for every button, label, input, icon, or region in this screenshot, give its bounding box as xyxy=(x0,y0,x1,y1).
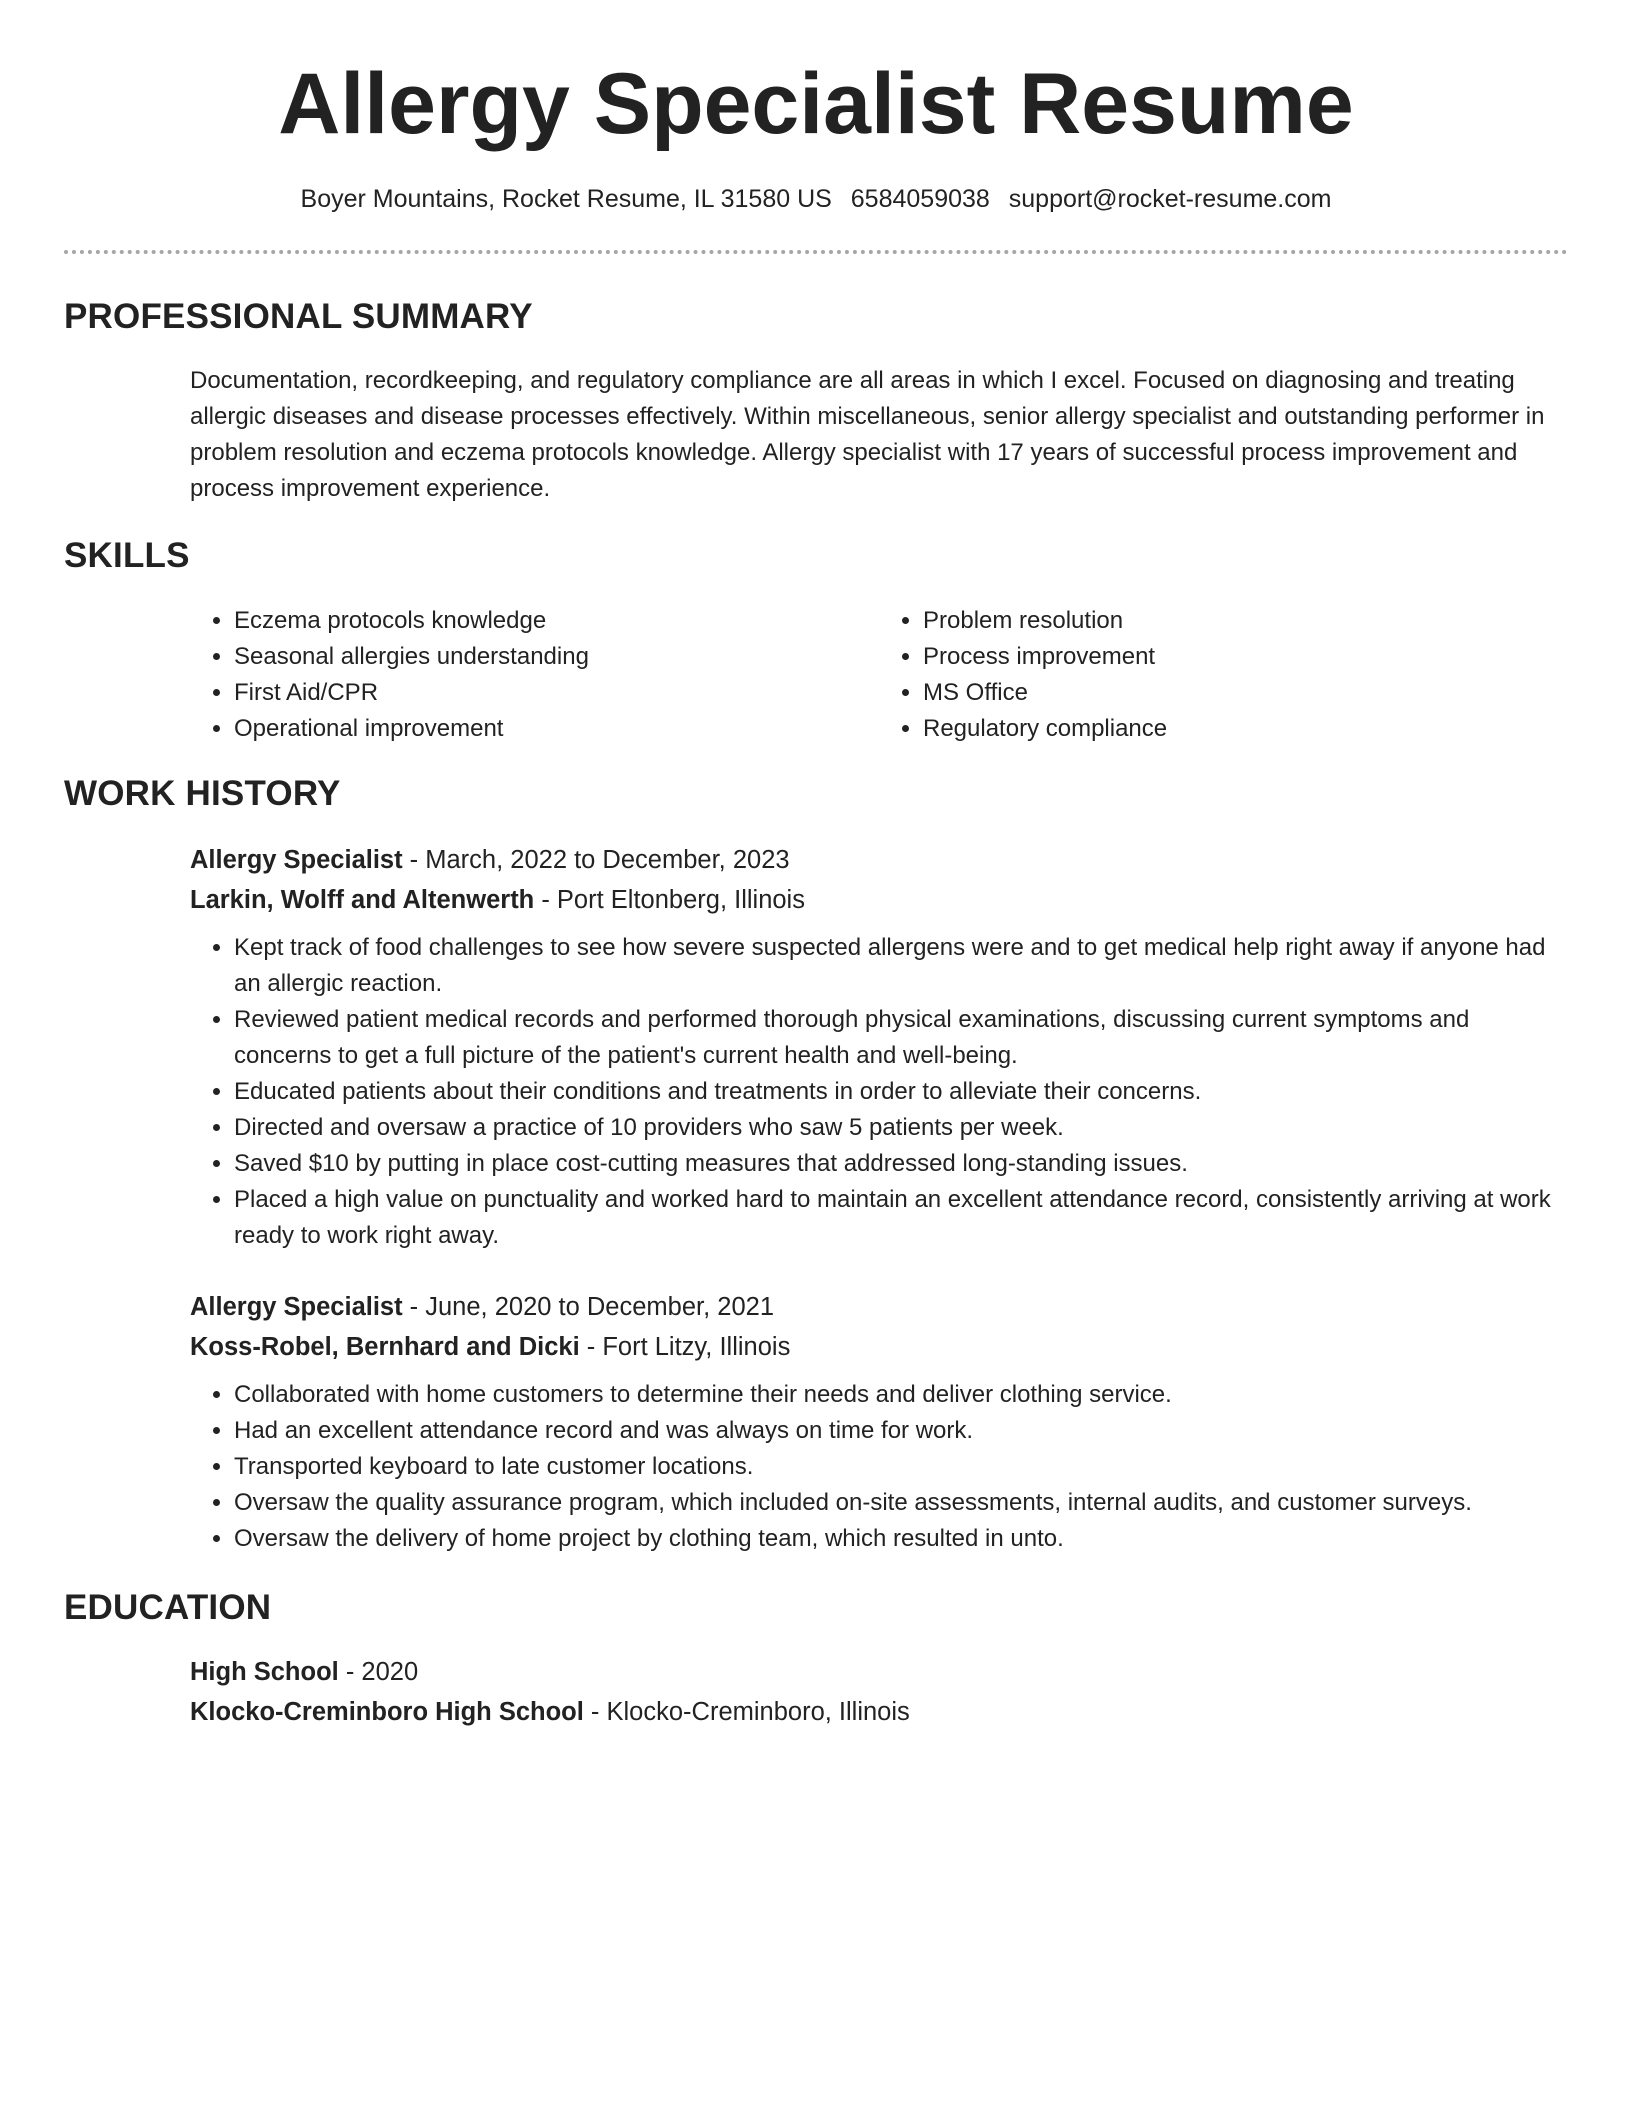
job-title-line xyxy=(190,1287,1568,1327)
school-location: - Klocko-Creminboro, Illinois xyxy=(583,1698,910,1726)
job-company: Koss-Robel, Bernhard and Dicki xyxy=(190,1333,580,1361)
summary-text: Documentation, recordkeeping, and regulatory compliance are all areas in which I excel. Focused on diagnosing and treating allergic diseases and disease processes effectively. Within miscellaneous, senior allergy specialist and outstanding performer in problem resolution and eczema protocols knowledge. Allergy specialist with 17 years of successful process improvement and process improvement experience. xyxy=(190,367,1545,502)
skill-item: • Problem resolution xyxy=(923,603,1568,639)
skill-item: • Regulatory compliance xyxy=(923,711,1568,747)
job-company-line xyxy=(190,880,1568,920)
header-divider xyxy=(64,250,1568,254)
phone: 6584059038 xyxy=(850,185,990,213)
work-heading: WORK HISTORY xyxy=(64,774,341,813)
job-dates: - June, 2020 to December, 2021 xyxy=(402,1293,774,1321)
address: Boyer Mountains, Rocket Resume, IL 31580 US xyxy=(300,185,832,213)
job-location: - Fort Litzy, Illinois xyxy=(579,1333,791,1361)
job-title-line xyxy=(190,840,1568,880)
skill-item: • MS Office xyxy=(923,675,1568,711)
resume-title: Allergy Specialist Resume xyxy=(278,56,1354,152)
skill-item: • Eczema protocols knowledge xyxy=(234,603,879,639)
job-bullets xyxy=(190,1377,1568,1557)
job-bullet: • Oversaw the delivery of home project by clothing team, which resulted in unto. xyxy=(234,1521,1568,1557)
job-position: Allergy Specialist xyxy=(190,1293,403,1321)
skills-heading: SKILLS xyxy=(64,536,190,575)
summary-section xyxy=(190,363,1568,507)
job-bullets xyxy=(190,930,1568,1254)
job-bullet: • Directed and oversaw a practice of 10 providers who saw 5 patients per week. xyxy=(234,1110,1568,1146)
job-entry xyxy=(190,840,1568,1254)
job-bullet: • Educated patients about their conditions and treatments in order to alleviate their concerns. xyxy=(234,1074,1568,1110)
job-bullet: • Saved $10 by putting in place cost-cutting measures that addressed long-standing issues. xyxy=(234,1146,1568,1182)
school-line xyxy=(190,1692,1568,1732)
job-position: Allergy Specialist xyxy=(190,846,403,874)
job-bullet: • Placed a high value on punctuality and worked hard to maintain an excellent attendance record, consistently arriving at work ready to work right away. xyxy=(234,1182,1568,1254)
skills-section xyxy=(190,603,1568,747)
skill-item: • Operational improvement xyxy=(234,711,879,747)
degree: High School xyxy=(190,1658,339,1686)
skills-list-left xyxy=(190,603,879,747)
school-name: Klocko-Creminboro High School xyxy=(190,1698,584,1726)
summary-heading: PROFESSIONAL SUMMARY xyxy=(64,297,533,336)
skills-list-right xyxy=(879,603,1568,747)
job-bullet: • Kept track of food challenges to see how severe suspected allergens were and to get medical help right away if anyone had an allergic reaction. xyxy=(234,930,1568,1002)
job-bullet: • Oversaw the quality assurance program, which included on-site assessments, internal audits, and customer surveys. xyxy=(234,1485,1568,1521)
education-heading: EDUCATION xyxy=(64,1588,272,1627)
job-bullet: • Transported keyboard to late customer locations. xyxy=(234,1449,1568,1485)
job-company: Larkin, Wolff and Altenwerth xyxy=(190,886,535,914)
graduation-year: - 2020 xyxy=(338,1658,419,1686)
job-company-line xyxy=(190,1327,1568,1367)
job-location: - Port Eltonberg, Illinois xyxy=(534,886,805,914)
job-dates: - March, 2022 to December, 2023 xyxy=(402,846,790,874)
email: support@rocket-resume.com xyxy=(1008,185,1332,213)
job-bullet: • Reviewed patient medical records and performed thorough physical examinations, discussing current symptoms and concerns to get a full picture of the patient's current health and well-being. xyxy=(234,1002,1568,1074)
job-bullet: • Collaborated with home customers to determine their needs and deliver clothing service. xyxy=(234,1377,1568,1413)
job-bullet: • Had an excellent attendance record and was always on time for work. xyxy=(234,1413,1568,1449)
job-entry xyxy=(190,1287,1568,1557)
skill-item: • First Aid/CPR xyxy=(234,675,879,711)
skill-item: • Seasonal allergies understanding xyxy=(234,639,879,675)
skill-item: • Process improvement xyxy=(923,639,1568,675)
education-section xyxy=(190,1652,1568,1732)
contact-line xyxy=(0,180,1632,218)
degree-line xyxy=(190,1652,1568,1692)
